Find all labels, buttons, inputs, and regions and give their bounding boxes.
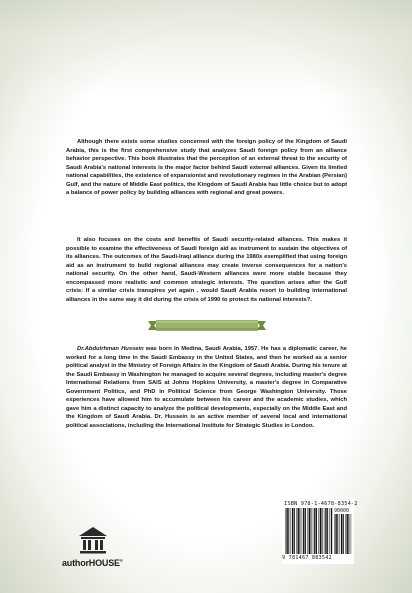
barcode-bar xyxy=(327,508,328,554)
barcode-bar xyxy=(313,508,314,554)
barcode-bar xyxy=(334,514,335,554)
barcode-bar xyxy=(335,514,336,554)
barcode-bar xyxy=(314,508,315,554)
barcode-bar xyxy=(307,508,308,554)
barcode-bar xyxy=(316,508,317,554)
publisher-name-text: authorHOUSE xyxy=(62,558,120,568)
barcode-bar xyxy=(318,508,319,554)
barcode-bar xyxy=(309,508,310,554)
barcode-bar xyxy=(296,508,297,554)
barcode-bar xyxy=(351,514,352,554)
ribbon-divider xyxy=(148,320,266,331)
barcode-bar xyxy=(305,508,306,554)
isbn-barcode xyxy=(282,500,358,564)
barcode-bar xyxy=(303,508,304,554)
barcode-bar xyxy=(299,508,300,554)
barcode-bar xyxy=(329,508,330,554)
barcode-bar xyxy=(348,514,349,554)
barcode-bar xyxy=(331,508,332,554)
barcode-bars xyxy=(285,508,333,554)
author-bio xyxy=(66,345,347,430)
isbn-label: ISBN 978-1-4678-8354-2 xyxy=(284,501,358,507)
author-bio-text: was born in Medina, Saudi Arabia, 1957. He has a diplomatic career, he worked for a long time in the Saudi Embassy in the United States, and then he worked as a senior political analyst in the Ministry of Foreign Affairs in the Kingdom of Saudi Arabia. During his tenure at the Saudi Embassy in Washington he managed to acquire several degrees, including master's degree International Relations from SAIS at Johns Hopkins University, a master's degree in Comparative Government Politics, and PhD in Political Science from George Washington University. Those experiences have allowed him to accumulate between his career and the academic studies, which gave him a distinct capacity to analyze the political developments, especially on the Middle East and the Kingdom of Saudi Arabia. Dr. Hussein is an active member of several local and international political associations, including the International Institute for Strategic Studies in London. xyxy=(66,346,347,429)
barcode-bar xyxy=(322,508,323,554)
barcode-bar xyxy=(343,514,344,554)
barcode-bar xyxy=(347,514,348,554)
barcode-bar xyxy=(324,508,325,554)
house-columns-icon xyxy=(78,525,108,555)
blurb-text-2: It also focuses on the costs and benefits of Saudi security-related alliances. This makes it possible to examine the effectiveness of Saudi foreign aid as instrument to sustain the objectives of its alliances. The outcomes of the Saudi-Iraqi alliance during the 1980s exemplified that using foreign aid as an instrument to build regional alliances may create inverse consequences for a nation's national security. On the other hand, Saudi-Western alliances were more stable because they encompassed more realistic and common strategic interests. The question arises after the Gulf crisis: If a similar crisis transpires yet again , would Saudi Arabia resort to building international alliances in the same way it did during the crisis of 1990 to protect its national interests?. xyxy=(66,237,347,303)
barcode-bar xyxy=(291,508,292,554)
blurb-text-1: Although there exists some studies concerned with the foreign policy of the Kingdom of Saudi Arabia, this is the first comprehensive study that analyzes Saudi foreign policy from an alliance behavior perspective. This book illustrates that the perception of an external threat to the security of Saudi Arabia's national interests is the major factor behind Saudi external alliances. Given its limited national capabilities, the existence of expansionist and revolutionary regimes in the Arabian (Persian) Gulf, and the nature of Middle East politics, the Kingdom of Saudi Arabia has little choice but to adopt a balance of power policy by building alliances with regional and great powers. xyxy=(66,139,347,197)
barcode-bar xyxy=(292,508,293,554)
barcode-digits: 9 781467 883542 xyxy=(282,555,332,561)
barcode-bar xyxy=(341,514,342,554)
barcode-bar xyxy=(337,514,338,554)
barcode-bar xyxy=(286,508,287,554)
barcode-bar xyxy=(311,508,312,554)
barcode-bar xyxy=(294,508,295,554)
barcode-bar xyxy=(298,508,299,554)
author-name: Dr.Abdulrhman Hussein xyxy=(77,346,144,352)
barcode-bar xyxy=(288,508,289,554)
blurb-paragraph-2 xyxy=(66,236,347,304)
barcode-bar xyxy=(340,514,341,554)
publisher-logo xyxy=(62,525,132,571)
barcode-bar xyxy=(325,508,326,554)
barcode-bar xyxy=(285,508,286,554)
barcode-addon-bars xyxy=(334,514,352,554)
author-bio-paragraph xyxy=(66,345,347,430)
barcode-bar xyxy=(320,508,321,554)
blurb-paragraph-1 xyxy=(66,138,347,198)
barcode-bar xyxy=(345,514,346,554)
barcode-bar xyxy=(302,508,303,554)
barcode-addon-number: 90000 xyxy=(334,508,350,514)
trademark-symbol: ® xyxy=(119,558,123,563)
publisher-name xyxy=(62,558,132,568)
